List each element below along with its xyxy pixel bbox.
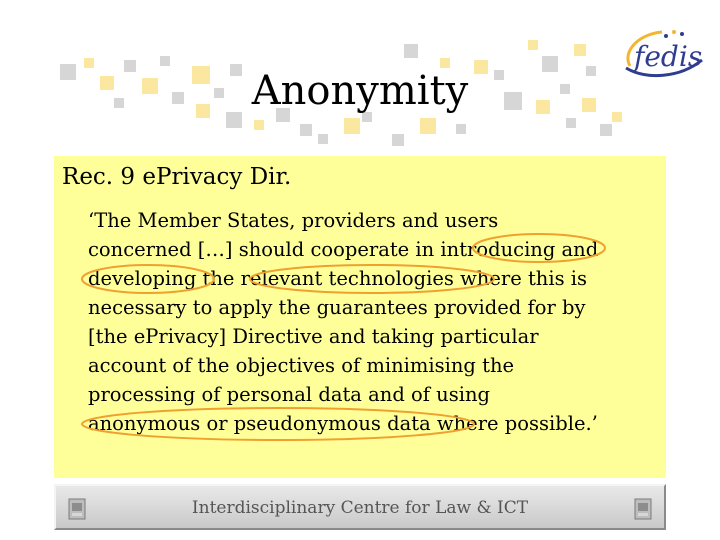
logo-text: fedis (634, 40, 703, 73)
slide-title: Anonymity (251, 68, 469, 114)
footer-right-icon (634, 498, 652, 520)
quote-line: concerned […] should cooperate in introducing and (88, 238, 599, 261)
quote-line: [the ePrivacy] Directive and taking particular (88, 325, 539, 348)
panel-heading: Rec. 9 ePrivacy Dir. (62, 164, 292, 190)
quote-line: anonymous or pseudonymous data where possible.’ (88, 412, 598, 435)
footer-text: Interdisciplinary Centre for Law & ICT (191, 498, 529, 518)
quote-line: account of the objectives of minimising the (88, 354, 515, 377)
quote-line: processing of personal data and of using (88, 383, 490, 406)
quote-line: ‘The Member States, providers and users (88, 209, 499, 232)
quote-line: necessary to apply the guarantees provided for by (88, 296, 586, 319)
quote-text (88, 206, 660, 438)
quote-line: developing the relevant technologies where this is (88, 267, 588, 290)
footer-bar (54, 484, 666, 530)
